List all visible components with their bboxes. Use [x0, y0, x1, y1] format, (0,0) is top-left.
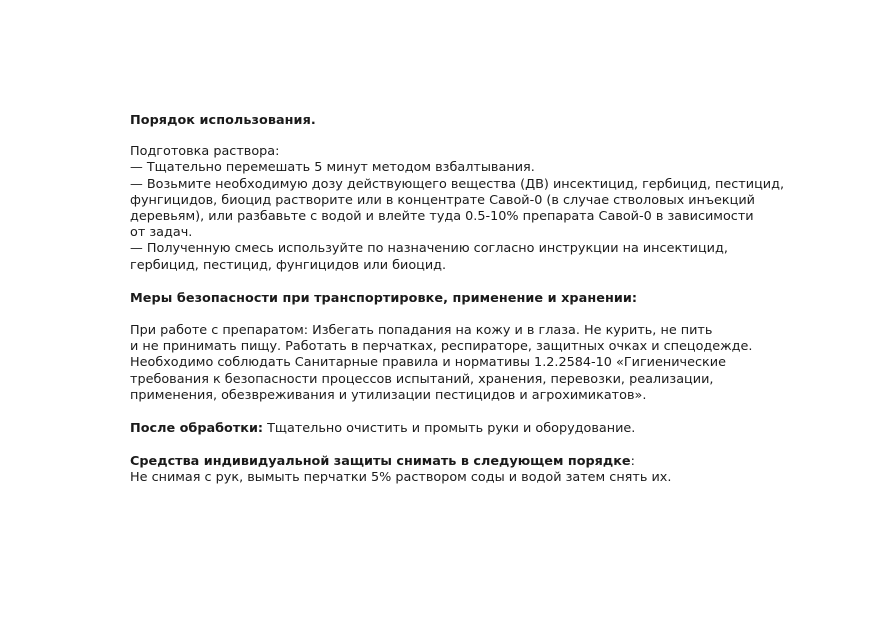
usage-line-2: — Тщательно перемешать 5 минут методом взбалтывания. — [130, 160, 535, 176]
usage-line-1: Подготовка раствора: — [130, 144, 280, 160]
safety-line-3: Необходимо соблюдать Санитарные правила и нормативы 1.2.2584-10 «Гигиенические — [130, 355, 726, 371]
safety-paragraph — [130, 323, 780, 404]
safety-line-1: При работе с препаратом: Избегать попадания на кожу и в глаза. Не курить, не пить — [130, 323, 713, 339]
spacer — [130, 274, 780, 291]
ppe-removal-lead-suffix: : — [630, 454, 635, 470]
ppe-removal-text: Не снимая с рук, вымыть перчатки 5% раствором соды и водой затем снять их. — [130, 470, 672, 486]
document-content — [130, 113, 785, 487]
usage-line-6: от задач. — [130, 225, 193, 241]
usage-line-3: — Возьмите необходимую дозу действующего вещества (ДВ) инсектицид, гербицид, пестицид, — [130, 176, 785, 192]
usage-heading: Порядок использования. — [130, 113, 316, 128]
spacer — [130, 437, 780, 454]
safety-heading: Меры безопасности при транспортировке, применение и хранении: — [130, 290, 638, 306]
after-treatment-paragraph — [130, 421, 780, 437]
usage-line-5: деревьям), или разбавьте с водой и влейте туда 0.5-10% препарата Савой-0 в зависимости — [130, 209, 754, 225]
usage-line-7: — Полученную смесь используйте по назначению согласно инструкции на инсектицид, — [130, 241, 728, 257]
usage-line-8: гербицид, пестицид, фунгицидов или биоцид. — [130, 257, 447, 273]
after-treatment-line — [130, 421, 780, 437]
safety-line-2: и не принимать пищу. Работать в перчатках, респираторе, защитных очках и спецодежде. — [130, 339, 753, 355]
spacer — [130, 307, 780, 323]
spacer — [130, 129, 780, 144]
spacer — [130, 404, 780, 421]
ppe-removal-lead: Средства индивидуальной защиты снимать в следующем порядке — [130, 454, 631, 470]
after-treatment-text: Тщательно очистить и промыть руки и оборудование. — [263, 421, 636, 437]
safety-line-5: применения, обезвреживания и утилизации пестицидов и агрохимикатов». — [130, 387, 647, 403]
safety-line-4: требования к безопасности процессов испытаний, хранения, перевозки, реализации, — [130, 371, 714, 387]
usage-line-4: фунгицидов, биоцид растворите или в концентрате Савой-0 (в случае стволовых инъекций — [130, 192, 755, 208]
usage-paragraph — [130, 144, 785, 274]
after-treatment-lead: После обработки: — [130, 421, 264, 437]
ppe-removal-paragraph — [130, 454, 780, 486]
ppe-removal-heading-line — [130, 454, 780, 470]
